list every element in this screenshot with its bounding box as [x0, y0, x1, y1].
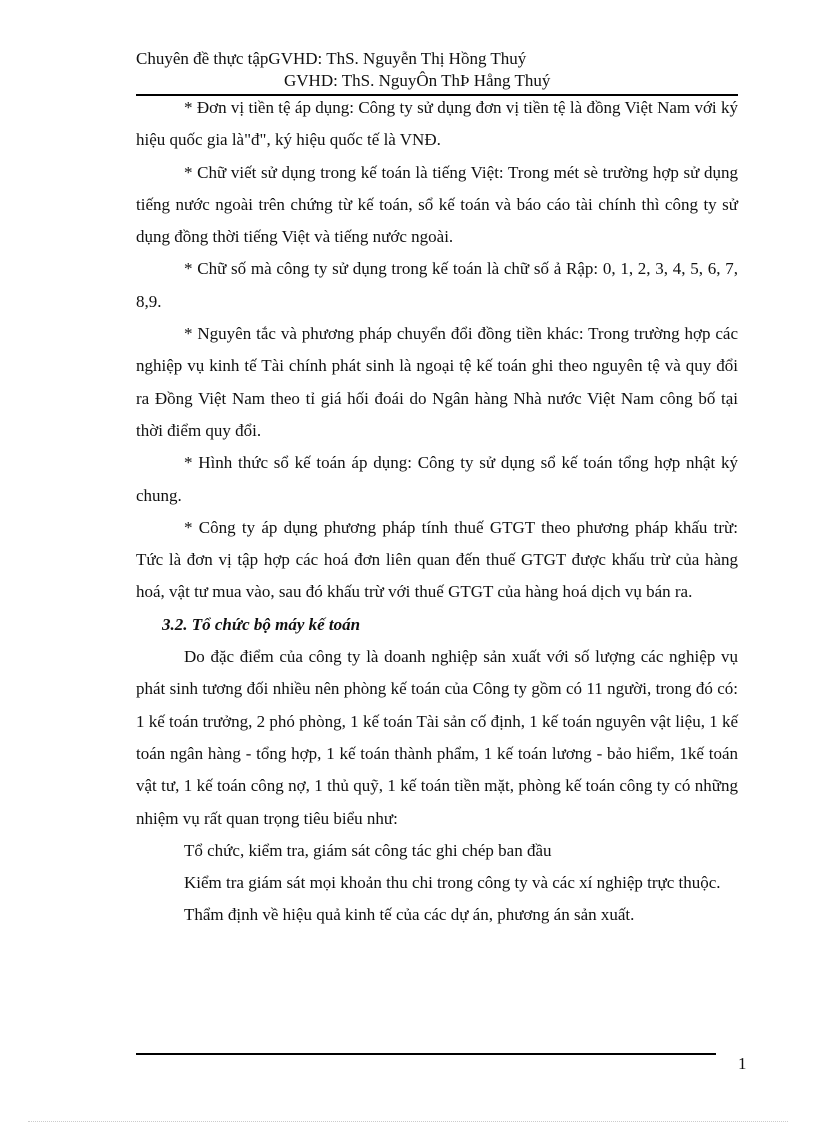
header-line-1: Chuyên đề thực tậpGVHD: ThS. Nguyễn Thị Hồng Thuý: [136, 49, 527, 68]
page-bottom-border: [28, 1121, 788, 1122]
document-body: [136, 92, 738, 932]
paragraph-accounting-department: Do đặc điểm của công ty là doanh nghiệp sản xuất với số lượng các nghiệp vụ phát sinh tương đối nhiều nên phòng kế toán của Công ty gồm có 11 người, trong đó có: 1 kế toán trưởng, 2 phó phòng, 1 kế toán Tài sản cố định, 1 kế toán nguyên vật liệu, 1 kế toán ngân hàng - tổng hợp, 1 kế toán thành phẩm, 1 kế toán lương - bảo hiểm, 1kế toán vật tư, 1 kế toán công nợ, 1 thủ quỹ, 1 kế toán tiền mặt, phòng kế toán công ty có những nhiệm vụ rất quan trọng tiêu biểu như:: [136, 647, 738, 828]
task-item: Tổ chức, kiểm tra, giám sát công tác ghi chép ban đầu: [184, 840, 552, 860]
paragraph-ledger-form: * Hình thức sổ kế toán áp dụng: Công ty sử dụng sổ kế toán tổng hợp nhật ký chung.: [136, 453, 738, 505]
paragraph-currency-conversion: * Nguyên tắc và phương pháp chuyển đổi đồng tiền khác: Trong trường hợp các nghiệp vụ kinh tế Tài chính phát sinh là ngoại tệ kế toán ghi theo nguyên tệ và quy đổi ra Đồng Việt Nam theo tỉ giá hối đoái do Ngân hàng Nhà nước Việt Nam công bố tại thời điểm quy đổi.: [136, 324, 738, 440]
paragraph-language: * Chữ viết sử dụng trong kế toán là tiếng Việt: Trong mét sè trường hợp sử dụng tiếng nước ngoài trên chứng từ kế toán, sổ kế toán và báo cáo tài chính thì công ty sử dụng đồng thời tiếng Việt và tiếng nước ngoài.: [136, 162, 738, 247]
section-heading: 3.2. Tổ chức bộ máy kế toán: [162, 614, 361, 634]
paragraph-vat-method: * Công ty áp dụng phương pháp tính thuế GTGT theo phương pháp khấu trừ: Tức là đơn vị tập hợp các hoá đơn liên quan đến thuế GTGT được khấu trừ của hàng hoá, vật tư mua vào, sau đó khấu trừ với thuế GTGT của hàng hoá dịch vụ bán ra.: [136, 517, 738, 602]
page-header: [136, 48, 736, 92]
paragraph-numerals: * Chữ số mà công ty sử dụng trong kế toán là chữ số ả Rập: 0, 1, 2, 3, 4, 5, 6, 7, 8,9.: [136, 259, 738, 311]
page-number: 1: [738, 1054, 747, 1073]
task-item: Thẩm định về hiệu quả kinh tế của các dự án, phương án sản xuất.: [184, 905, 635, 925]
header-line-2: GVHD: ThS. NguyÔn ThÞ Hång Thuý: [284, 71, 551, 90]
paragraph-currency: * Đơn vị tiền tệ áp dụng: Công ty sử dụng đơn vị tiền tệ là đồng Việt Nam với ký hiệu quốc gia là"đ", ký hiệu quốc tế là VNĐ.: [136, 98, 738, 150]
footer-rule: [136, 1053, 716, 1055]
task-item: Kiểm tra giám sát mọi khoản thu chi trong công ty và các xí nghiệp trực thuộc.: [184, 873, 721, 893]
